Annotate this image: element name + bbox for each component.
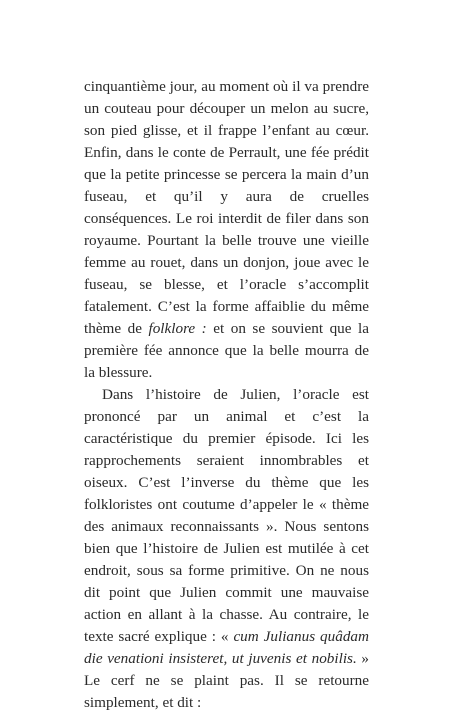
text-run: Dans l’histoire de Julien, l’oracle est prononcé par un animal et c’est la caractéristique du premier épisode. Ici les rapprochements seraient innombrables et oiseux. C’est l’inverse du thème que les folkloristes ont coutume d’appeler le « thème des animaux reconnaissants ». Nous sentons bien que l’histoire de Julien est mutilée à cet endroit, sous sa forme primitive. On ne nous dit point que Julien commit une mauvaise action en allant à la chasse. Au contraire, le texte sacré explique : « (84, 386, 369, 645)
text-run: et on se souvient que la première fée annonce que la belle mourra de la blessure. (84, 320, 369, 381)
paragraph-perrault (84, 76, 369, 384)
text-run: cinquantième jour, au moment où il va prendre un couteau pour découper un melon au sucre, son pied glisse, et il frappe l’enfant au cœur. Enfin, dans le conte de Perrault, une fée prédit que la petite princesse se percera la main d’un fuseau, et qu’il y aura de cruelles conséquences. Le roi interdit de filer dans son royaume. Pourtant la belle trouve une vieille femme au rouet, dans un donjon, joue avec le fuseau, se blesse, et l’oracle s’accomplit fatalement. C’est la forme affaiblie du même thème de (84, 78, 369, 337)
paragraph-julien (84, 384, 369, 714)
italic-term-folklore: folklore : (148, 320, 207, 337)
latin-quotation: cum Julianus quâdam die venationi insisteret, ut juvenis et nobilis. (84, 628, 369, 667)
text-run: » Le cerf ne se plaint pas. Il se retourne simplement, et dit : (84, 650, 369, 711)
book-page-text (84, 76, 369, 714)
